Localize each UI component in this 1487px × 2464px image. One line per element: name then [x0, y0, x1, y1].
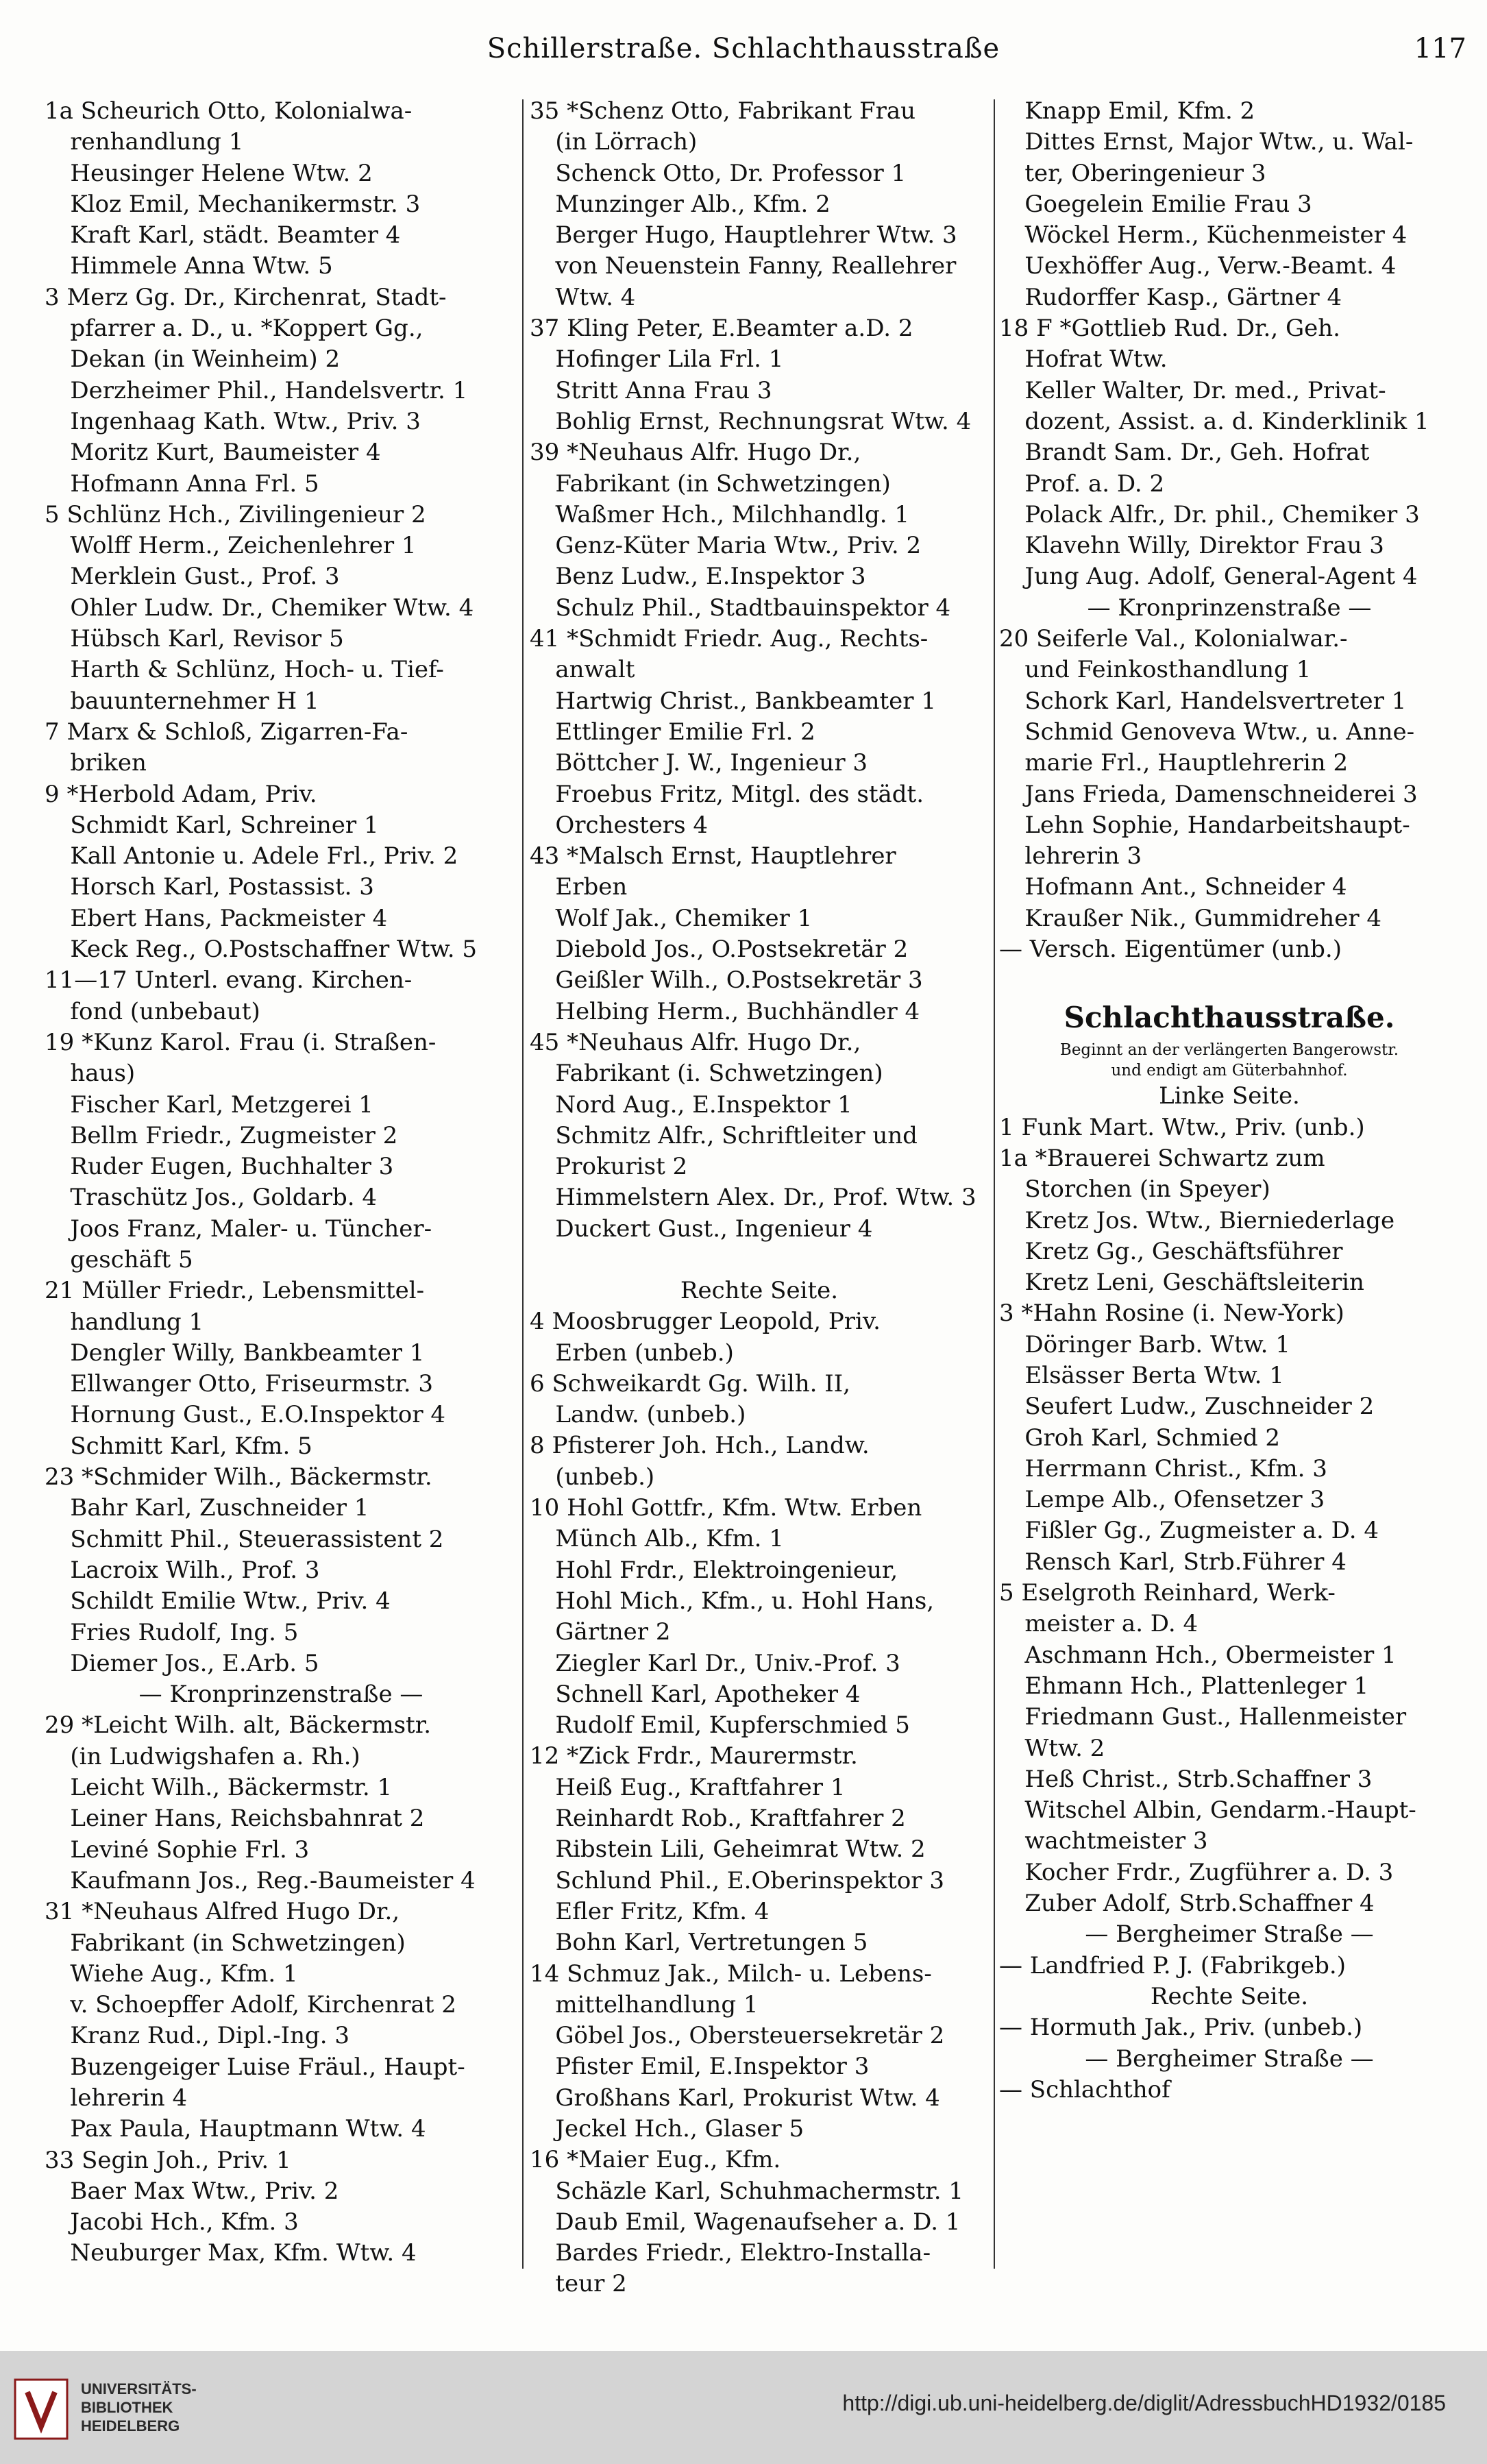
- directory-entry-line: Waßmer Hch., Milchhandlg. 1: [555, 500, 910, 528]
- directory-entry-line: pfarrer a. D., u. *Koppert Gg.,: [70, 315, 423, 343]
- directory-entry-line: Lempe Alb., Ofensetzer 3: [1024, 1486, 1325, 1514]
- directory-entry-line: Daub Emil, Wagenaufseher a. D. 1: [555, 2208, 961, 2236]
- directory-entry-line: haus): [70, 1060, 136, 1088]
- library-logo-icon: [14, 2378, 69, 2440]
- directory-entry-line: Hofinger Lila Frl. 1: [555, 345, 784, 374]
- directory-entry-line: Leicht Wilh., Bäckermstr. 1: [70, 1774, 393, 1802]
- section-heading: Linke Seite.: [1159, 1082, 1300, 1110]
- directory-entry-line: 19 *Kunz Karol. Frau (i. Straßen-: [45, 1028, 437, 1056]
- directory-entry-line: — Landfried P. J. (Fabrikgeb.): [999, 1951, 1346, 1979]
- directory-entry-line: Moritz Kurt, Baumeister 4: [70, 439, 381, 467]
- directory-entry-line: Elsässer Berta Wtw. 1: [1024, 1361, 1284, 1389]
- directory-entry-line: Heusinger Helene Wtw. 2: [70, 159, 373, 187]
- directory-entry-line: Duckert Gust., Ingenieur 4: [555, 1215, 873, 1243]
- directory-entry-line: Keller Walter, Dr. med., Privat-: [1024, 376, 1386, 404]
- directory-entry-line: Stritt Anna Frau 3: [555, 376, 772, 404]
- directory-entry-line: Kretz Gg., Geschäftsführer: [1024, 1237, 1343, 1265]
- directory-entry-line: Nord Aug., E.Inspektor 1: [555, 1090, 852, 1119]
- directory-entry-line: teur 2: [555, 2270, 627, 2298]
- directory-entry-line: Jung Aug. Adolf, General-Agent 4: [1024, 563, 1418, 591]
- directory-entry-line: Herrmann Christ., Kfm. 3: [1024, 1454, 1327, 1483]
- directory-entry-line: — Schlachthof: [999, 2075, 1170, 2103]
- directory-entry-line: Erben: [555, 873, 628, 901]
- directory-entry-line: Uexhöffer Aug., Verw.-Beamt. 4: [1024, 252, 1397, 280]
- directory-entry-line: Rudorffer Kasp., Gärtner 4: [1024, 283, 1342, 311]
- directory-entry-line: 11—17 Unterl. evang. Kirchen-: [45, 966, 413, 995]
- directory-entry-line: 6 Schweikardt Gg. Wilh. II,: [530, 1369, 850, 1398]
- directory-entry-line: fond (unbebaut): [70, 997, 260, 1025]
- footer-bar: [0, 2351, 1487, 2464]
- directory-entry-line: Diebold Jos., O.Postsekretär 2: [555, 936, 909, 964]
- directory-entry-line: Derzheimer Phil., Handelsvertr. 1: [70, 376, 468, 404]
- directory-entry-line: Schlund Phil., E.Oberinspektor 3: [555, 1866, 944, 1894]
- directory-entry-line: Geißler Wilh., O.Postsekretär 3: [555, 966, 923, 995]
- directory-entry-line: Jacobi Hch., Kfm. 3: [70, 2208, 299, 2236]
- directory-entry-line: Schork Karl, Handelsvertreter 1: [1024, 687, 1407, 715]
- directory-entry-line: Witschel Albin, Gendarm.-Haupt-: [1024, 1796, 1416, 1825]
- directory-entry-line: Schnell Karl, Apotheker 4: [555, 1680, 861, 1708]
- directory-entry-line: (unbeb.): [555, 1463, 655, 1491]
- directory-entry-line: 37 Kling Peter, E.Beamter a.D. 2: [530, 315, 913, 343]
- directory-entry-line: Schulz Phil., Stadtbauinspektor 4: [555, 594, 951, 622]
- directory-entry-line: Dekan (in Weinheim) 2: [70, 345, 341, 374]
- directory-entry-line: 12 *Zick Frdr., Maurermstr.: [530, 1742, 858, 1770]
- directory-entry-line: Döringer Barb. Wtw. 1: [1024, 1330, 1290, 1358]
- directory-entry-line: Hartwig Christ., Bankbeamter 1: [555, 687, 936, 715]
- directory-entry-line: 45 *Neuhaus Alfr. Hugo Dr.,: [530, 1028, 861, 1056]
- directory-entry-line: Merklein Gust., Prof. 3: [70, 563, 340, 591]
- directory-entry-line: Groh Karl, Schmied 2: [1024, 1424, 1281, 1452]
- directory-entry-line: Ellwanger Otto, Friseurmstr. 3: [70, 1370, 434, 1398]
- directory-entry-line: Goegelein Emilie Frau 3: [1024, 190, 1312, 218]
- directory-entry-line: 21 Müller Friedr., Lebensmittel-: [45, 1277, 425, 1305]
- directory-entry-line: Kretz Jos. Wtw., Bierniederlage: [1024, 1206, 1395, 1234]
- directory-entry-line: 23 *Schmider Wilh., Bäckermstr.: [45, 1463, 432, 1491]
- directory-entry-line: Schildt Emilie Wtw., Priv. 4: [70, 1587, 391, 1615]
- directory-entry-line: Bellm Friedr., Zugmeister 2: [70, 1121, 398, 1149]
- directory-entry-line: Dittes Ernst, Major Wtw., u. Wal-: [1024, 128, 1414, 156]
- directory-entry-line: 10 Hohl Gottfr., Kfm. Wtw. Erben: [530, 1494, 922, 1522]
- page-title: Schillerstraße. Schlachthausstraße: [487, 33, 1000, 64]
- directory-entry-line: — Versch. Eigentümer (unb.): [999, 936, 1342, 964]
- directory-entry-line: 1a Scheurich Otto, Kolonialwa-: [45, 97, 413, 125]
- directory-entry-line: Wolff Herm., Zeichenlehrer 1: [70, 532, 417, 560]
- directory-entry-line: Schmidt Karl, Schreiner 1: [70, 811, 379, 839]
- directory-entry-line: bauunternehmer H 1: [70, 687, 319, 715]
- directory-entry-line: (in Lörrach): [555, 128, 698, 156]
- directory-entry-line: 16 *Maier Eug., Kfm.: [530, 2146, 781, 2174]
- directory-entry-line: Hohl Mich., Kfm., u. Hohl Hans,: [555, 1587, 935, 1615]
- directory-entry-line: briken: [70, 749, 147, 777]
- directory-entry-line: Hornung Gust., E.O.Inspektor 4: [70, 1401, 446, 1429]
- directory-entry-line: Kranz Rud., Dipl.-Ing. 3: [70, 2022, 350, 2050]
- directory-entry-line: Heß Christ., Strb.Schaffner 3: [1024, 1765, 1373, 1793]
- directory-entry-line: Pax Paula, Hauptmann Wtw. 4: [70, 2115, 426, 2143]
- directory-entry-line: 29 *Leicht Wilh. alt, Bäckermstr.: [45, 1711, 432, 1740]
- directory-entry-line: 39 *Neuhaus Alfr. Hugo Dr.,: [530, 439, 861, 467]
- directory-entry-line: Fries Rudolf, Ing. 5: [70, 1618, 299, 1646]
- directory-entry-line: 33 Segin Joh., Priv. 1: [45, 2146, 291, 2174]
- directory-entry-line: 41 *Schmidt Friedr. Aug., Rechts-: [530, 625, 929, 653]
- directory-entry-line: Schmitt Phil., Steuerassistent 2: [70, 1525, 444, 1553]
- directory-entry-line: Beginnt an der verlängerten Bangerowstr.: [1059, 1041, 1399, 1060]
- directory-entry-line: [530, 1245, 989, 1276]
- directory-entry-line: 14 Schmuz Jak., Milch- u. Lebens-: [530, 1960, 932, 1988]
- directory-entry-line: Leiner Hans, Reichsbahnrat 2: [70, 1805, 425, 1833]
- directory-entry-line: lehrerin 3: [1024, 842, 1142, 870]
- directory-entry-line: Hofrat Wtw.: [1024, 345, 1168, 374]
- directory-entry-line: Jans Frieda, Damenschneiderei 3: [1024, 780, 1418, 808]
- directory-entry-line: Ingenhaag Kath. Wtw., Priv. 3: [70, 407, 421, 435]
- directory-entry-line: Wtw. 4: [555, 283, 636, 311]
- directory-entry-line: Leviné Sophie Frl. 3: [70, 1835, 310, 1864]
- directory-entry-line: Himmele Anna Wtw. 5: [70, 252, 333, 280]
- directory-entry-line: lehrerin 4: [70, 2084, 188, 2112]
- directory-entry-line: Horsch Karl, Postassist. 3: [70, 873, 374, 901]
- library-name: UNIVERSITÄTS- BIBLIOTHEK HEIDELBERG: [81, 2380, 197, 2435]
- directory-entry-line: Wöckel Herm., Küchenmeister 4: [1024, 221, 1408, 249]
- directory-entry-line: 31 *Neuhaus Alfred Hugo Dr.,: [45, 1898, 400, 1926]
- directory-entry-line: 7 Marx & Schloß, Zigarren-Fa-: [45, 718, 408, 746]
- directory-entry-line: Hofmann Ant., Schneider 4: [1024, 873, 1347, 901]
- directory-entry-line: Rudolf Emil, Kupferschmied 5: [555, 1711, 910, 1740]
- directory-entry-line: 3 Merz Gg. Dr., Kirchenrat, Stadt-: [45, 283, 447, 311]
- directory-entry-line: Harth & Schlünz, Hoch- u. Tief-: [70, 656, 444, 684]
- directory-entry-line: Kloz Emil, Mechanikermstr. 3: [70, 190, 421, 218]
- directory-entry-line: Hofmann Anna Frl. 5: [70, 469, 319, 498]
- directory-entry-line: anwalt: [555, 656, 635, 684]
- section-heading: — Kronprinzenstraße —: [1087, 594, 1372, 622]
- directory-entry-line: Diemer Jos., E.Arb. 5: [70, 1649, 319, 1677]
- directory-entry-line: Keck Reg., O.Postschaffner Wtw. 5: [70, 936, 477, 964]
- directory-entry-line: Friedmann Gust., Hallenmeister: [1024, 1703, 1407, 1731]
- section-heading: — Bergheimer Straße —: [1085, 1920, 1374, 1949]
- directory-entry-line: Baer Max Wtw., Priv. 2: [70, 2177, 339, 2205]
- directory-entry-line: Ribstein Lili, Geheimrat Wtw. 2: [555, 1835, 926, 1864]
- directory-entry-line: Bahr Karl, Zuschneider 1: [70, 1494, 369, 1522]
- directory-column-3: [999, 96, 1460, 2265]
- directory-entry-line: Dengler Willy, Bankbeamter 1: [70, 1339, 425, 1367]
- directory-entry-line: mittelhandlung 1: [555, 1990, 759, 2018]
- directory-entry-line: Efler Fritz, Kfm. 4: [555, 1897, 770, 1925]
- directory-entry-line: 9 *Herbold Adam, Priv.: [45, 780, 317, 808]
- directory-entry-line: und endigt am Güterbahnhof.: [1111, 1062, 1348, 1080]
- directory-entry-line: Wiehe Aug., Kfm. 1: [70, 1960, 298, 1988]
- directory-entry-line: [999, 965, 1460, 996]
- directory-entry-line: Berger Hugo, Hauptlehrer Wtw. 3: [555, 221, 957, 249]
- directory-entry-line: Schenck Otto, Dr. Professor 1: [555, 159, 907, 187]
- directory-entry-line: Landw. (unbeb.): [555, 1401, 746, 1429]
- directory-entry-line: Seufert Ludw., Zuschneider 2: [1024, 1393, 1375, 1421]
- directory-entry-line: Pfister Emil, E.Inspektor 3: [555, 2053, 870, 2081]
- directory-entry-line: Lacroix Wilh., Prof. 3: [70, 1556, 320, 1584]
- directory-entry-line: 43 *Malsch Ernst, Hauptlehrer: [530, 842, 896, 870]
- directory-entry-line: Brandt Sam. Dr., Geh. Hofrat: [1024, 439, 1370, 467]
- directory-entry-line: Schäzle Karl, Schuhmachermstr. 1: [555, 2177, 963, 2205]
- directory-entry-line: v. Schoepffer Adolf, Kirchenrat 2: [70, 1991, 456, 2019]
- directory-entry-line: Genz-Küter Maria Wtw., Priv. 2: [555, 532, 922, 560]
- directory-entry-line: Prof. a. D. 2: [1024, 469, 1165, 498]
- directory-column-2: [530, 96, 989, 2298]
- directory-entry-line: 4 Moosbrugger Leopold, Priv.: [530, 1308, 881, 1336]
- directory-entry-line: Fabrikant (in Schwetzingen): [555, 469, 891, 498]
- directory-entry-line: Jeckel Hch., Glaser 5: [555, 2115, 804, 2143]
- directory-entry-line: Benz Ludw., E.Inspektor 3: [555, 563, 866, 591]
- directory-entry-line: Lehn Sophie, Handarbeitshaupt-: [1024, 811, 1410, 839]
- directory-entry-line: Joos Franz, Maler- u. Tüncher-: [70, 1215, 432, 1243]
- directory-entry-line: dozent, Assist. a. d. Kinderklinik 1: [1024, 407, 1429, 435]
- directory-entry-line: Hübsch Karl, Revisor 5: [70, 625, 344, 653]
- directory-entry-line: von Neuenstein Fanny, Reallehrer: [555, 252, 957, 280]
- directory-entry-line: 20 Seiferle Val., Kolonialwar.-: [999, 625, 1348, 653]
- directory-entry-line: Schmitz Alfr., Schriftleiter und: [555, 1121, 918, 1149]
- directory-entry-line: (in Ludwigshafen a. Rh.): [70, 1742, 360, 1770]
- directory-entry-line: Traschütz Jos., Goldarb. 4: [70, 1184, 378, 1212]
- directory-entry-line: marie Frl., Hauptlehrerin 2: [1024, 749, 1349, 777]
- section-heading: Rechte Seite.: [1150, 1982, 1309, 2010]
- directory-entry-line: Zuber Adolf, Strb.Schaffner 4: [1024, 1890, 1375, 1918]
- directory-entry-line: renhandlung 1: [70, 128, 244, 156]
- directory-entry-line: Neuburger Max, Kfm. Wtw. 4: [70, 2239, 417, 2267]
- directory-entry-line: Klavehn Willy, Direktor Frau 3: [1024, 532, 1384, 560]
- directory-column-1: [45, 96, 517, 2265]
- directory-entry-line: 3 *Hahn Rosine (i. New-York): [999, 1300, 1344, 1328]
- directory-entry-line: Bohn Karl, Vertretungen 5: [555, 1929, 868, 1957]
- directory-entry-line: handlung 1: [70, 1308, 204, 1336]
- directory-entry-line: Buzengeiger Luise Fräul., Haupt-: [70, 2053, 465, 2081]
- directory-entry-line: Munzinger Alb., Kfm. 2: [555, 190, 831, 218]
- section-heading: Schlachthausstraße.: [1064, 1001, 1395, 1035]
- directory-entry-line: meister a. D. 4: [1024, 1610, 1199, 1638]
- directory-entry-line: Wolf Jak., Chemiker 1: [555, 904, 813, 932]
- directory-entry-line: Fabrikant (i. Schwetzingen): [555, 1060, 883, 1088]
- directory-entry-line: 5 Eselgroth Reinhard, Werk-: [999, 1579, 1336, 1607]
- section-heading: Rechte Seite.: [680, 1276, 839, 1304]
- directory-entry-line: Ruder Eugen, Buchhalter 3: [70, 1153, 394, 1181]
- directory-entry-line: Bohlig Ernst, Rechnungsrat Wtw. 4: [555, 407, 972, 435]
- directory-entry-line: Hohl Frdr., Elektroingenieur,: [555, 1556, 898, 1584]
- directory-entry-line: Ebert Hans, Packmeister 4: [70, 904, 388, 932]
- directory-entry-line: Münch Alb., Kfm. 1: [555, 1525, 784, 1553]
- directory-entry-line: Storchen (in Speyer): [1024, 1175, 1270, 1204]
- directory-entry-line: Wtw. 2: [1024, 1734, 1105, 1762]
- directory-entry-line: wachtmeister 3: [1024, 1827, 1208, 1855]
- directory-entry-line: 8 Pfisterer Joh. Hch., Landw.: [530, 1432, 870, 1460]
- directory-entry-line: Fißler Gg., Zugmeister a. D. 4: [1024, 1517, 1379, 1545]
- directory-entry-line: 5 Schlünz Hch., Zivilingenieur 2: [45, 500, 426, 528]
- directory-entry-line: Erben (unbeb.): [555, 1339, 734, 1367]
- directory-entry-line: Göbel Jos., Obersteuersekretär 2: [555, 2022, 945, 2050]
- column-divider: [522, 99, 524, 2269]
- page-header: [0, 33, 1487, 88]
- directory-entry-line: Fabrikant (in Schwetzingen): [70, 1929, 406, 1957]
- directory-entry-line: Rensch Karl, Strb.Führer 4: [1024, 1548, 1347, 1576]
- directory-entry-line: geschäft 5: [70, 1245, 193, 1273]
- directory-entry-line: — Hormuth Jak., Priv. (unbeb.): [999, 2014, 1363, 2042]
- column-divider: [994, 99, 995, 2269]
- directory-entry-line: Kall Antonie u. Adele Frl., Priv. 2: [70, 842, 458, 870]
- directory-entry-line: Reinhardt Rob., Kraftfahrer 2: [555, 1805, 906, 1833]
- directory-entry-line: Böttcher J. W., Ingenieur 3: [555, 749, 868, 777]
- directory-entry-line: 18 F *Gottlieb Rud. Dr., Geh.: [999, 315, 1340, 343]
- directory-entry-line: Himmelstern Alex. Dr., Prof. Wtw. 3: [555, 1184, 976, 1212]
- directory-entry-line: Knapp Emil, Kfm. 2: [1024, 97, 1255, 125]
- directory-entry-line: 1a *Brauerei Schwartz zum: [999, 1144, 1325, 1172]
- section-heading: — Bergheimer Straße —: [1085, 2045, 1374, 2073]
- directory-entry-line: Kretz Leni, Geschäftsleiterin: [1024, 1269, 1364, 1297]
- directory-entry-line: 35 *Schenz Otto, Fabrikant Frau: [530, 97, 916, 125]
- directory-entry-line: Ehmann Hch., Plattenleger 1: [1024, 1672, 1369, 1700]
- page-number: 117: [1414, 33, 1466, 64]
- directory-entry-line: Prokurist 2: [555, 1153, 688, 1181]
- section-heading: — Kronprinzenstraße —: [138, 1681, 423, 1709]
- directory-entry-line: Ziegler Karl Dr., Univ.-Prof. 3: [555, 1649, 900, 1677]
- directory-entry-line: ter, Oberingenieur 3: [1024, 159, 1266, 187]
- directory-entry-line: Kraft Karl, städt. Beamter 4: [70, 221, 401, 249]
- directory-entry-line: 1 Funk Mart. Wtw., Priv. (unb.): [999, 1113, 1365, 1141]
- directory-entry-line: Froebus Fritz, Mitgl. des städt.: [555, 780, 924, 808]
- directory-entry-line: Bardes Friedr., Elektro-Installa-: [555, 2239, 931, 2267]
- directory-entry-line: Fischer Karl, Metzgerei 1: [70, 1090, 373, 1119]
- directory-entry-line: Schmid Genoveva Wtw., u. Anne-: [1024, 718, 1415, 746]
- directory-entry-line: Kaufmann Jos., Reg.-Baumeister 4: [70, 1866, 476, 1894]
- directory-entry-line: Gärtner 2: [555, 1618, 671, 1646]
- directory-entry-line: Heiß Eug., Kraftfahrer 1: [555, 1773, 846, 1801]
- directory-entry-line: Ohler Ludw. Dr., Chemiker Wtw. 4: [70, 594, 474, 622]
- directory-entry-line: Polack Alfr., Dr. phil., Chemiker 3: [1024, 500, 1420, 528]
- directory-entry-line: Schmitt Karl, Kfm. 5: [70, 1432, 312, 1460]
- source-url-link[interactable]: http://digi.ub.uni-heidelberg.de/diglit/AdressbuchHD1932/0185: [842, 2391, 1446, 2415]
- directory-entry-line: Orchesters 4: [555, 811, 708, 839]
- directory-entry-line: Ettlinger Emilie Frl. 2: [555, 718, 815, 746]
- directory-entry-line: Kraußer Nik., Gummidreher 4: [1024, 904, 1382, 932]
- directory-entry-line: Großhans Karl, Prokurist Wtw. 4: [555, 2084, 940, 2112]
- directory-entry-line: und Feinkosthandlung 1: [1024, 656, 1312, 684]
- directory-entry-line: Aschmann Hch., Obermeister 1: [1024, 1641, 1397, 1669]
- directory-entry-line: Helbing Herm., Buchhändler 4: [555, 997, 920, 1025]
- directory-entry-line: Kocher Frdr., Zugführer a. D. 3: [1024, 1858, 1394, 1886]
